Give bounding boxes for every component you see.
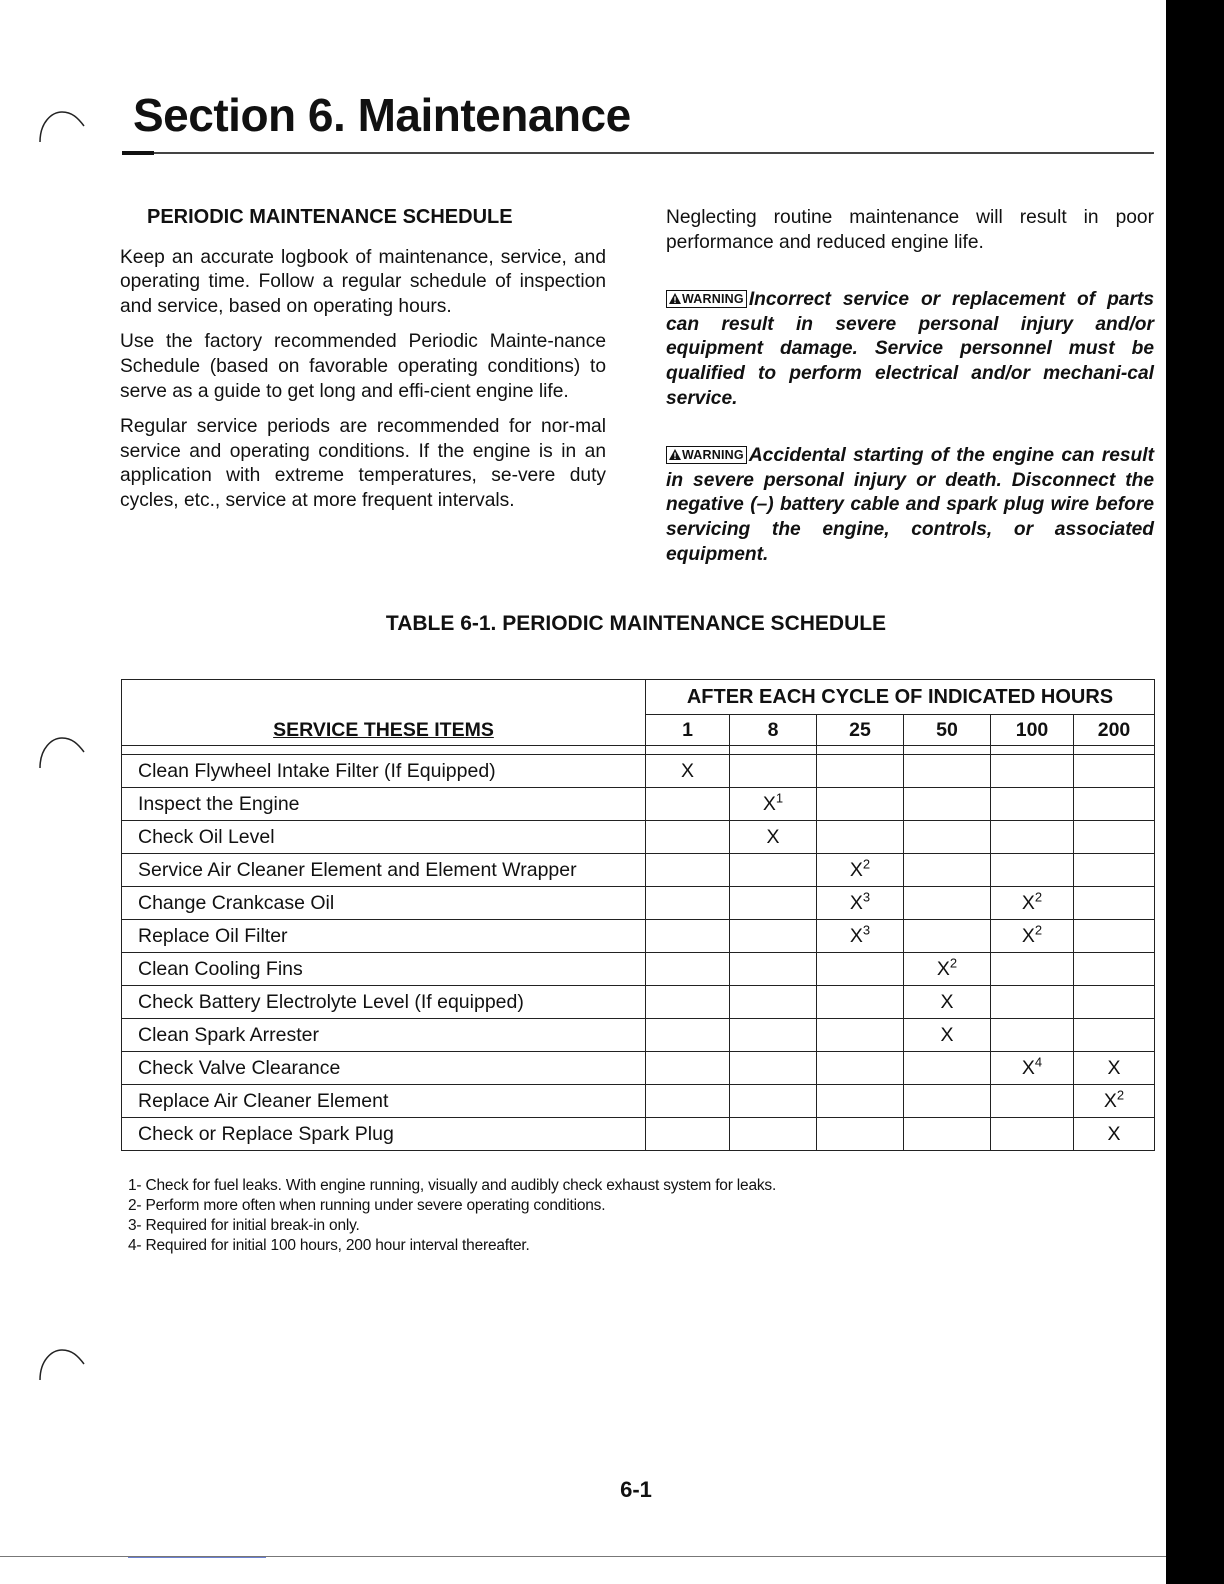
interval-cell	[730, 1019, 817, 1052]
table-row	[122, 920, 1155, 953]
interval-cell	[646, 821, 730, 854]
interval-cell	[991, 986, 1074, 1019]
interval-cell	[646, 854, 730, 887]
interval-cell	[1074, 1118, 1155, 1151]
footnote-ref: 3	[862, 922, 871, 937]
warning-text: Accidental starting of the engine can result in severe personal injury or death. Disconnect the negative (–) battery cable and spark plug wire before servicing the engine, controls, or associated equipment.	[666, 445, 1154, 565]
header-spacer-row	[122, 746, 1155, 755]
table-row	[122, 788, 1155, 821]
interval-cell	[817, 1052, 904, 1085]
service-item: Replace Air Cleaner Element	[122, 1085, 646, 1118]
interval-cell	[1074, 1085, 1155, 1118]
interval-cell	[904, 854, 991, 887]
service-mark: X	[1021, 1056, 1035, 1079]
service-mark: X	[1107, 1122, 1121, 1145]
interval-cell	[904, 953, 991, 986]
service-item: Check or Replace Spark Plug	[122, 1118, 646, 1151]
interval-cell	[991, 788, 1074, 821]
maintenance-table	[121, 679, 1155, 1151]
table-row	[122, 1052, 1155, 1085]
interval-cell	[646, 953, 730, 986]
right-column	[666, 206, 1154, 567]
interval-cell	[817, 920, 904, 953]
service-mark: X	[936, 957, 950, 980]
interval-cell	[991, 821, 1074, 854]
hour-header: 8	[730, 715, 817, 746]
interval-cell	[646, 986, 730, 1019]
interval-cell	[646, 755, 730, 788]
footnote-ref: 2	[1034, 889, 1043, 904]
hour-header: 100	[991, 715, 1074, 746]
service-item: Change Crankcase Oil	[122, 887, 646, 920]
scan-edge	[1166, 0, 1224, 1584]
service-mark: X	[849, 924, 863, 947]
footnote-ref: 2	[949, 955, 958, 970]
table-row	[122, 1019, 1155, 1052]
interval-cell	[646, 1019, 730, 1052]
interval-cell	[817, 887, 904, 920]
interval-cell	[904, 1085, 991, 1118]
interval-cell	[991, 1118, 1074, 1151]
service-item: Check Oil Level	[122, 821, 646, 854]
service-item: Clean Flywheel Intake Filter (If Equipped)	[122, 755, 646, 788]
title-rule	[122, 152, 1154, 154]
footnote: 4- Required for initial 100 hours, 200 hour interval thereafter.	[128, 1237, 530, 1254]
service-item: Inspect the Engine	[122, 788, 646, 821]
service-mark: X	[1107, 1056, 1121, 1079]
hour-header: 25	[817, 715, 904, 746]
interval-cell	[730, 887, 817, 920]
bottom-rule-accent	[128, 1557, 266, 1558]
interval-cell	[904, 1019, 991, 1052]
interval-cell	[1074, 1019, 1155, 1052]
paragraph: Use the factory recommended Periodic Mainte-nance Schedule (based on favorable operating conditions) to serve as a guide to get long and effi-cient engine life.	[120, 331, 606, 402]
interval-cell	[904, 887, 991, 920]
service-mark: X	[1103, 1089, 1117, 1112]
hour-header: 1	[646, 715, 730, 746]
service-mark: X	[766, 825, 780, 848]
interval-cell	[991, 887, 1074, 920]
section-heading: PERIODIC MAINTENANCE SCHEDULE	[147, 206, 513, 228]
interval-cell	[817, 788, 904, 821]
footnote-ref: 3	[862, 889, 871, 904]
interval-cell	[646, 920, 730, 953]
table-caption: TABLE 6-1. PERIODIC MAINTENANCE SCHEDULE	[385, 612, 887, 635]
footnote: 1- Check for fuel leaks. With engine running, visually and audibly check exhaust system for leaks.	[128, 1177, 777, 1194]
warning-text: Incorrect service or replacement of parts can result in severe personal injury and/or equipment damage. Service personnel must be qualified to perform electrical and/or mechani-cal service.	[666, 289, 1154, 409]
interval-cell	[991, 1052, 1074, 1085]
footnote-ref: 2	[1034, 922, 1043, 937]
interval-cell	[646, 1118, 730, 1151]
paragraph: Neglecting routine maintenance will result in poor performance and reduced engine life.	[666, 207, 1154, 253]
paragraph: Regular service periods are recommended for nor-mal service and operating conditions. If the engine is in an application with extreme temperatures, se-vere duty cycles, etc., service at more frequent intervals.	[120, 416, 606, 511]
warning-triangle-icon	[668, 448, 682, 461]
hour-header: 50	[904, 715, 991, 746]
interval-cell	[646, 1052, 730, 1085]
service-mark: X	[849, 858, 863, 881]
service-item: Check Battery Electrolyte Level (If equipped)	[122, 986, 646, 1019]
footnotes	[128, 1176, 776, 1256]
service-item: Service Air Cleaner Element and Element Wrapper	[122, 854, 646, 887]
service-mark: X	[940, 990, 954, 1013]
interval-cell	[817, 821, 904, 854]
table-row	[122, 1118, 1155, 1151]
service-items-header: SERVICE THESE ITEMS	[122, 680, 646, 746]
warning-label: WARNING	[682, 292, 744, 307]
hour-header: 200	[1074, 715, 1155, 746]
table-row	[122, 854, 1155, 887]
page-title: Section 6. Maintenance	[133, 89, 631, 141]
interval-cell	[817, 953, 904, 986]
interval-cell	[817, 854, 904, 887]
interval-cell	[1074, 821, 1155, 854]
interval-cell	[646, 887, 730, 920]
footnote-ref: 2	[1116, 1087, 1125, 1102]
interval-cell	[817, 986, 904, 1019]
interval-cell	[730, 953, 817, 986]
service-mark: X	[1021, 891, 1035, 914]
interval-cell	[1074, 788, 1155, 821]
interval-cell	[1074, 755, 1155, 788]
interval-cell	[730, 1118, 817, 1151]
footnote-ref: 4	[1034, 1054, 1043, 1069]
table-row	[122, 986, 1155, 1019]
bottom-rule	[0, 1556, 1166, 1557]
warning-badge	[666, 446, 747, 464]
interval-cell	[730, 755, 817, 788]
table-row	[122, 887, 1155, 920]
table-row	[122, 821, 1155, 854]
binder-hole-mark	[36, 1346, 88, 1380]
interval-cell	[991, 854, 1074, 887]
table-row	[122, 953, 1155, 986]
footnote: 3- Required for initial break-in only.	[128, 1217, 360, 1234]
interval-cell	[991, 755, 1074, 788]
interval-cell	[730, 854, 817, 887]
binder-hole-mark	[36, 108, 88, 142]
left-column	[120, 205, 606, 514]
footnote: 2- Perform more often when running under severe operating conditions.	[128, 1197, 606, 1214]
paragraph: Keep an accurate logbook of maintenance, service, and operating time. Follow a regular schedule of inspection and service, based on operating hours.	[120, 246, 606, 317]
interval-cell	[904, 788, 991, 821]
interval-cell	[1074, 1052, 1155, 1085]
interval-cell	[1074, 854, 1155, 887]
interval-cell	[646, 1085, 730, 1118]
service-item: Clean Cooling Fins	[122, 953, 646, 986]
warning-block	[666, 288, 1154, 411]
table-row	[122, 755, 1155, 788]
interval-cell	[991, 1019, 1074, 1052]
interval-cell	[904, 920, 991, 953]
page-number: 6-1	[620, 1477, 652, 1502]
table-row	[122, 1085, 1155, 1118]
service-mark: X	[940, 1023, 954, 1046]
interval-cell	[1074, 953, 1155, 986]
footnote-ref: 2	[862, 856, 871, 871]
interval-cell	[1074, 986, 1155, 1019]
interval-cell	[817, 755, 904, 788]
service-mark: X	[849, 891, 863, 914]
service-mark: X	[1021, 924, 1035, 947]
interval-cell	[904, 1052, 991, 1085]
service-mark: X	[762, 792, 776, 815]
interval-cell	[730, 920, 817, 953]
interval-cell	[817, 1085, 904, 1118]
interval-cell	[991, 1085, 1074, 1118]
interval-cell	[730, 986, 817, 1019]
warning-label: WARNING	[682, 448, 744, 463]
service-item: Clean Spark Arrester	[122, 1019, 646, 1052]
warning-triangle-icon	[668, 292, 682, 305]
interval-cell	[817, 1118, 904, 1151]
interval-cell	[1074, 920, 1155, 953]
binder-hole-mark	[36, 734, 88, 768]
interval-cell	[646, 788, 730, 821]
interval-cell	[904, 986, 991, 1019]
interval-cell	[991, 953, 1074, 986]
footnote-ref: 1	[775, 790, 784, 805]
service-mark: X	[680, 759, 694, 782]
warning-badge	[666, 290, 747, 308]
interval-cell	[730, 1052, 817, 1085]
interval-cell	[817, 1019, 904, 1052]
interval-cell	[991, 920, 1074, 953]
interval-group-header: AFTER EACH CYCLE OF INDICATED HOURS	[646, 680, 1155, 715]
interval-cell	[730, 821, 817, 854]
service-item: Check Valve Clearance	[122, 1052, 646, 1085]
interval-cell	[1074, 887, 1155, 920]
service-item: Replace Oil Filter	[122, 920, 646, 953]
interval-cell	[730, 1085, 817, 1118]
warning-block	[666, 444, 1154, 567]
interval-cell	[904, 755, 991, 788]
interval-cell	[904, 821, 991, 854]
interval-cell	[730, 788, 817, 821]
interval-cell	[904, 1118, 991, 1151]
